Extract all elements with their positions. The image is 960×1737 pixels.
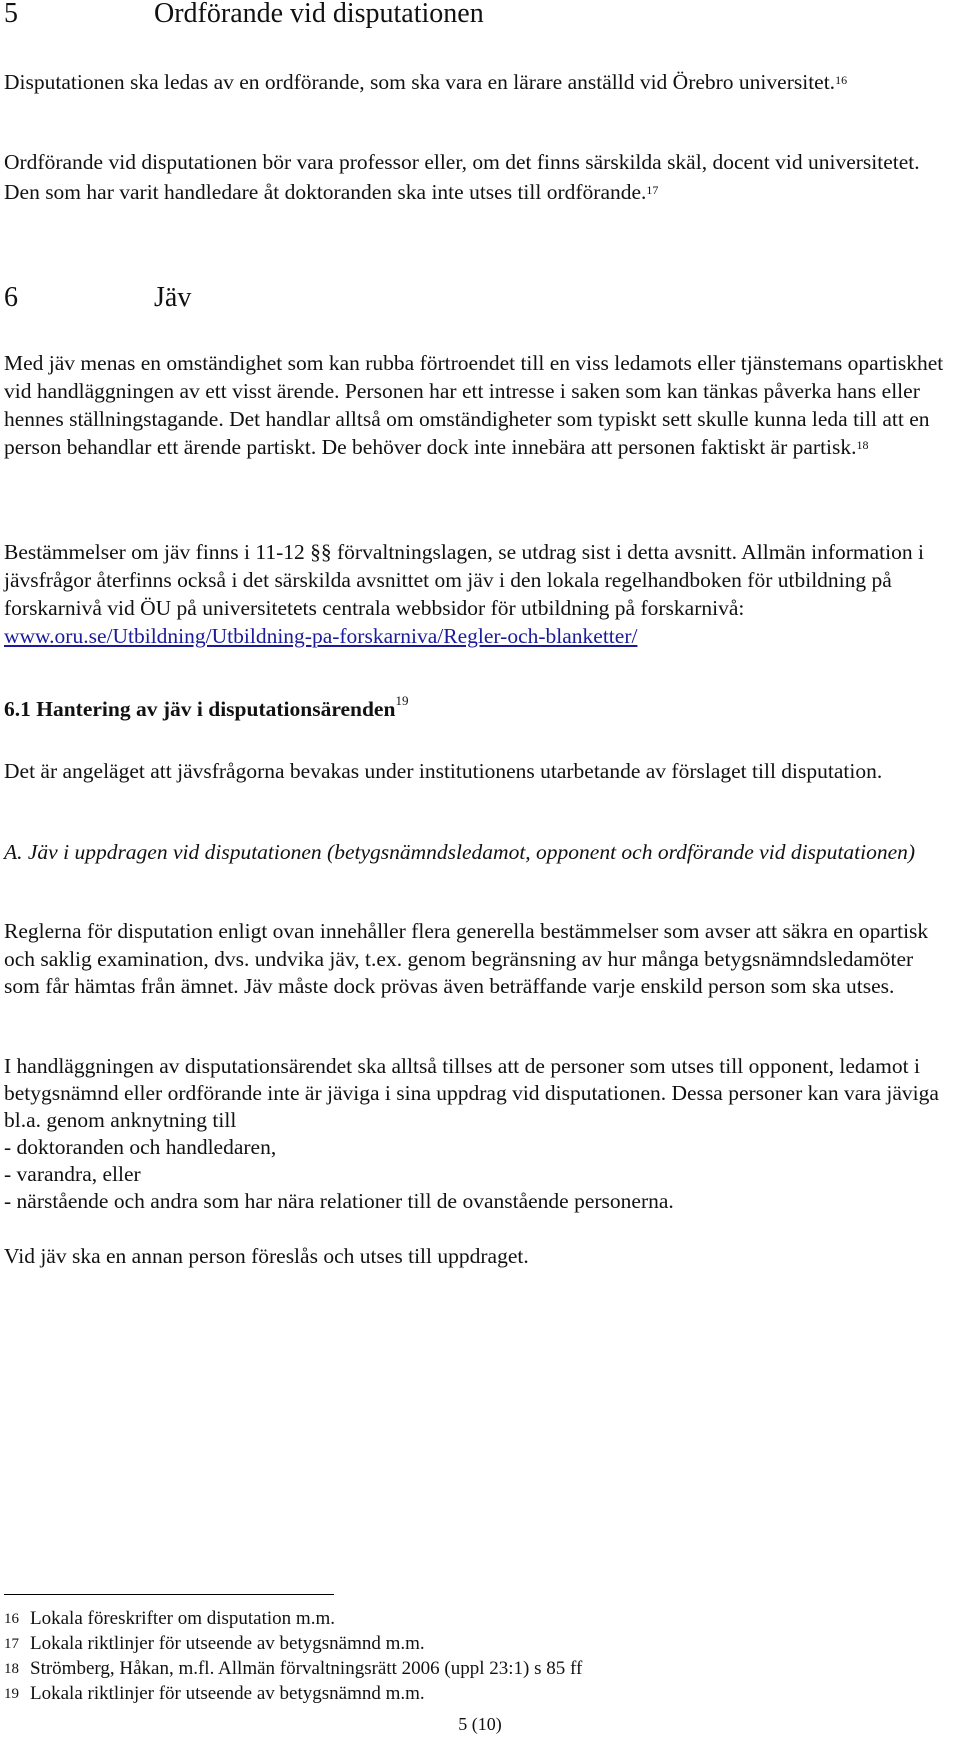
paragraph: Vid jäv ska en annan person föreslås och utses till uppdraget. — [4, 1244, 529, 1268]
section-5-heading — [4, 0, 484, 30]
footnote-number: 18 — [4, 1661, 19, 1677]
section-title: Ordförande vid disputationen — [154, 0, 484, 29]
footnote-number: 17 — [4, 1636, 19, 1652]
footnote-ref[interactable]: 16 — [835, 73, 848, 87]
paragraph: Reglerna för disputation enligt ovan innehåller flera generella bestämmelser som avser att säkra en opartisk och saklig examination, dvs. undvika jäv, t.ex. genom begränsning av hur många betygsnämndsledamöter som får hämtas från ämnet. Jäv måste dock prövas även beträffande varje enskild person som ska utses. — [4, 919, 929, 998]
section-number: 5 — [4, 0, 18, 29]
page-number: 5 (10) — [458, 1714, 502, 1734]
section-6-heading — [4, 282, 191, 314]
paragraph-text: Med jäv menas en omständighet som kan rubba förtroendet till en viss ledamots eller tjänstemans opartiskhet vid handläggningen av ett visst ärende. Personen har ett intresse i saken som kan tänkas påverka hans eller hennes ställningstagande. Det handlar alltså om omständigheter som typiskt sett skulle kunna leda till att en person behandlar ett ärende partiskt. De behöver dock inte innebära att personen faktiskt är partisk. — [4, 351, 944, 459]
paragraph-text: Ordförande vid disputationen bör vara professor eller, om det finns särskilda skäl, docent vid universitetet. Den som har varit handledare åt doktoranden ska inte utses till ordförande. — [4, 150, 920, 204]
paragraph-text: Bestämmelser om jäv finns i 11-12 §§ förvaltningslagen, se utdrag sist i detta avsnitt. Allmän information i jävsfrågor återfinns också i det särskilda avsnittet om jäv i den lokala regelhandboken för utbildning på forskarnivå vid ÖU på universitetets centrala webbsidor för utbildning på forskarnivå: — [4, 540, 924, 620]
footnote — [4, 1682, 425, 1706]
footnote-text: Lokala riktlinjer för utseende av betygsnämnd m.m. — [30, 1683, 425, 1704]
paragraph-text: Disputationen ska ledas av en ordförande, som ska vara en lärare anställd vid Örebro universitet. — [4, 70, 836, 94]
footnote-text: Lokala föreskrifter om disputation m.m. — [30, 1608, 335, 1629]
footnote-ref[interactable]: 19 — [395, 693, 409, 708]
section-number: 6 — [4, 282, 18, 313]
footnote-text: Lokala riktlinjer för utseende av betygsnämnd m.m. — [30, 1633, 425, 1654]
paragraph-text: I handläggningen av disputationsärendet ska alltså tillses att de personer som utses till opponent, ledamot i betygsnämnd eller ordförande inte är jäviga i sina uppdrag vid disputationen. Dessa personer kan vara jäviga bl.a. genom anknytning till — [4, 1054, 939, 1132]
footnote — [4, 1607, 335, 1631]
regulations-link[interactable]: www.oru.se/Utbildning/Utbildning-pa-forskarniva/Regler-och-blanketter/ — [4, 624, 638, 648]
paragraph — [4, 148, 954, 207]
footnote — [4, 1657, 582, 1681]
list-item: - doktoranden och handledaren, — [4, 1135, 277, 1159]
footnote-divider — [4, 1594, 334, 1595]
paragraph — [4, 349, 954, 461]
footnote-ref[interactable]: 18 — [856, 438, 869, 452]
paragraph — [4, 67, 954, 97]
paragraph-with-list — [4, 1053, 954, 1215]
list-item: - närstående och andra som har nära relationer till de ovanstående personerna. — [4, 1189, 674, 1213]
paragraph: Det är angeläget att jävsfrågorna bevakas under institutionens utarbetande av förslaget till disputation. — [4, 759, 883, 783]
footnote-number: 19 — [4, 1686, 19, 1702]
subsection-title: 6.1 Hantering av jäv i disputationsärenden — [4, 697, 396, 721]
subsection-heading — [4, 693, 409, 722]
footnote-number: 16 — [4, 1611, 19, 1627]
section-title: Jäv — [154, 282, 192, 313]
footnote-ref[interactable]: 17 — [646, 182, 659, 197]
footnote — [4, 1632, 425, 1656]
paragraph — [4, 538, 954, 650]
subheading-a: A. Jäv i uppdragen vid disputationen (betygsnämndsledamot, opponent och ordförande vid disputationen) — [4, 840, 916, 864]
list-item: - varandra, eller — [4, 1162, 141, 1186]
footnote-text: Strömberg, Håkan, m.fl. Allmän förvaltningsrätt 2006 (uppl 23:1) s 85 ff — [30, 1658, 583, 1679]
